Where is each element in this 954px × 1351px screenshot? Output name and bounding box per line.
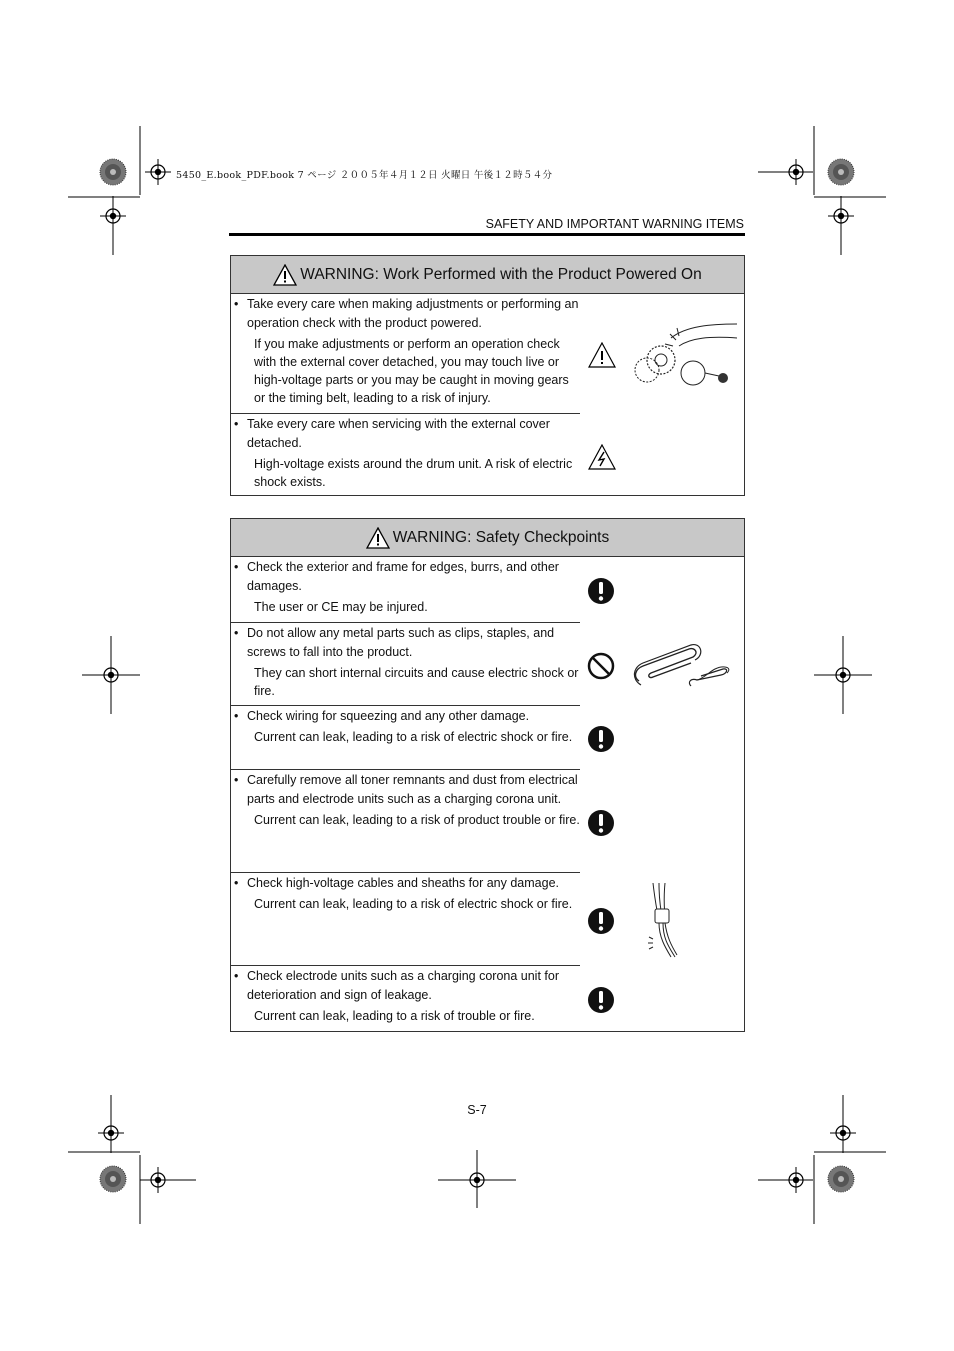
- table-title: WARNING: Safety Checkpoints: [392, 528, 610, 546]
- warning-table-safety-checkpoints: [230, 518, 745, 1032]
- item-text: • Do not allow any metal parts such as clips, staples, and screws to fall into the product.: [231, 624, 580, 662]
- mandatory-icon: [587, 809, 615, 837]
- page-number: S-7: [467, 1103, 487, 1117]
- mandatory-icon: [587, 577, 615, 605]
- prohibited-icon: [587, 652, 615, 680]
- table-header: [231, 519, 744, 557]
- mandatory-icon: [587, 986, 615, 1014]
- row-1: [231, 295, 580, 407]
- row-divider: [231, 705, 580, 706]
- header-rule: [229, 233, 745, 236]
- item-text: • Check wiring for squeezing and any other damage.: [231, 707, 580, 726]
- table-title: WARNING: Work Performed with the Product Powered On: [300, 265, 702, 283]
- item-detail: Current can leak, leading to a risk of electric shock or fire.: [254, 730, 573, 744]
- item-detail: High-voltage exists around the drum unit. A risk of electric shock exists.: [254, 457, 573, 489]
- row-divider: [231, 622, 580, 623]
- item-detail: Current can leak, leading to a risk of product trouble or fire.: [254, 813, 580, 827]
- cable-illustration: [645, 881, 681, 959]
- row-3: [231, 707, 580, 746]
- paper-clip-illustration: [631, 641, 736, 693]
- row-6: [231, 967, 580, 1025]
- mandatory-icon: [587, 725, 615, 753]
- item-detail: They can short internal circuits and cause electric shock or fire.: [254, 666, 579, 698]
- warning-triangle-icon: [588, 342, 616, 368]
- print-slug: 5450_E.book_PDF.book 7 ページ ２００５年４月１２日 火曜日 午後１２時５４分: [176, 170, 553, 181]
- warning-triangle-icon: [273, 264, 297, 286]
- item-detail: If you make adjustments or perform an operation check with the external cover detached, you may touch live or high-voltage parts or you may be caught in moving gears or the timing belt, leading to a risk of injury.: [254, 337, 569, 405]
- row-divider: [231, 413, 580, 414]
- item-text: • Take every care when servicing with the external cover detached.: [231, 415, 580, 453]
- warning-triangle-icon: [366, 527, 390, 549]
- row-2: [231, 415, 580, 491]
- item-detail: Current can leak, leading to a risk of trouble or fire.: [254, 1009, 535, 1023]
- electric-shock-icon: [588, 444, 616, 470]
- item-detail: Current can leak, leading to a risk of electric shock or fire.: [254, 897, 573, 911]
- item-text: • Check the exterior and frame for edges, burrs, and other damages.: [231, 558, 580, 596]
- mandatory-icon: [587, 907, 615, 935]
- hand-gears-illustration: [631, 318, 741, 398]
- row-1: [231, 558, 580, 616]
- item-text: • Check high-voltage cables and sheaths for any damage.: [231, 874, 580, 893]
- row-divider: [231, 965, 580, 966]
- item-detail: The user or CE may be injured.: [254, 600, 428, 614]
- item-text: • Carefully remove all toner remnants and dust from electrical parts and electrode units such as a charging corona unit.: [231, 771, 580, 809]
- row-divider: [231, 769, 580, 770]
- row-divider: [231, 872, 580, 873]
- section-header: SAFETY AND IMPORTANT WARNING ITEMS: [485, 217, 744, 231]
- table-body: [231, 557, 744, 1031]
- item-text: • Take every care when making adjustments or performing an operation check with the product powered.: [231, 295, 580, 333]
- table-header: [231, 256, 744, 294]
- row-5: [231, 874, 580, 913]
- warning-table-powered-on: [230, 255, 745, 496]
- table-row: [231, 294, 744, 495]
- item-text: • Check electrode units such as a charging corona unit for deterioration and sign of leakage.: [231, 967, 580, 1005]
- row-2: [231, 624, 580, 700]
- row-4: [231, 771, 580, 829]
